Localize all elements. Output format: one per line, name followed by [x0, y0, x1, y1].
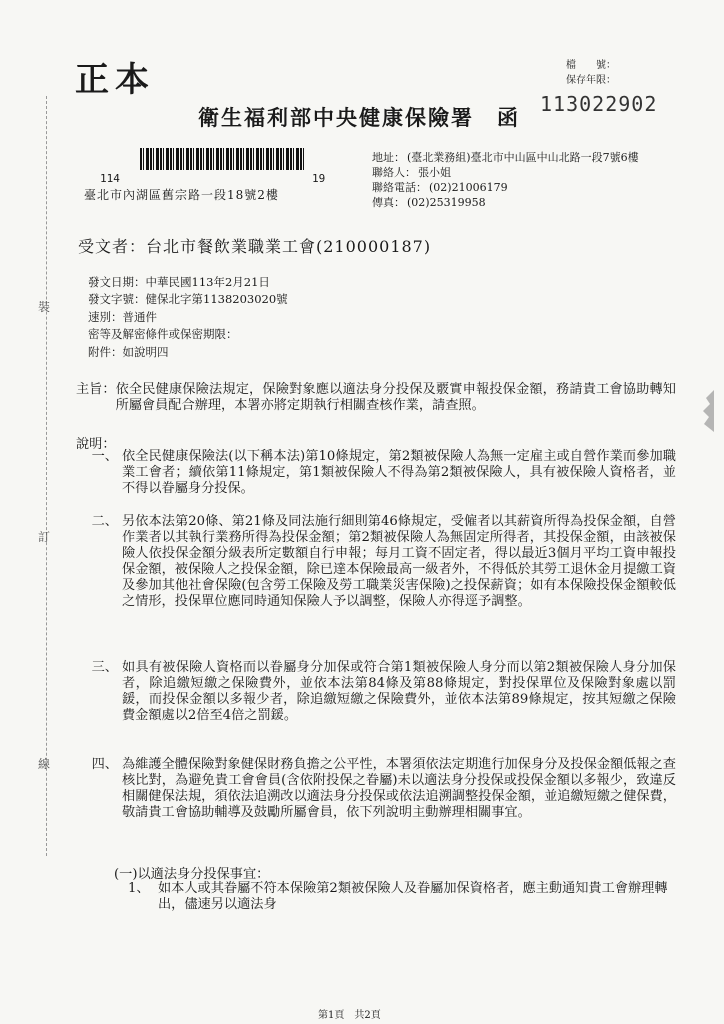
retention-label: 保存年限： — [566, 75, 616, 86]
document-reference: 發文字號：健保北字第1138203020號 — [88, 292, 288, 307]
subject-label: 主旨： — [76, 382, 116, 397]
original-copy-stamp: 正本 — [75, 60, 155, 100]
item-number: 二、 — [91, 514, 118, 529]
contact-person-value: 張小姐 — [418, 166, 451, 179]
scan-seal-fragment — [700, 390, 714, 432]
delivery-speed: 速別：普通件 — [88, 309, 157, 324]
addressee: 受文者：台北市餐飲業職業工會(210000187) — [78, 237, 432, 256]
binding-mark-3: 線 — [38, 757, 51, 771]
item-number: 三、 — [91, 660, 118, 675]
item-number: 四、 — [91, 757, 118, 772]
sub-item-1 — [128, 881, 674, 913]
contact-fax-value: (02)25319958 — [407, 196, 486, 209]
explanation-item-1 — [76, 449, 676, 497]
file-meta — [566, 58, 616, 88]
mailing-address: 臺北市內湖區舊宗路一段18號2樓 — [84, 188, 279, 202]
contact-phone-row — [372, 180, 702, 195]
file-number-label: 檔 號： — [566, 60, 616, 71]
contact-block — [372, 150, 702, 210]
contact-fax-label: 傳真： — [372, 196, 405, 209]
explanation-item-2 — [76, 514, 676, 610]
contact-phone-label: 聯絡電話： — [372, 181, 427, 194]
issue-date: 發文日期：中華民國113年2月21日 — [88, 275, 270, 289]
contact-address-value: (臺北業務組)臺北市中山區中山北路一段7號6樓 — [407, 151, 639, 164]
sub-heading: (一)以適法身分投保事宜： — [114, 867, 270, 882]
binding-mark-1: 裝 — [38, 300, 51, 314]
contact-fax-row — [372, 195, 702, 210]
explanation-item-3 — [76, 660, 676, 724]
contact-address-row — [372, 150, 702, 165]
explanation-label: 說明： — [76, 437, 116, 452]
sub-item-number: 1、 — [128, 881, 150, 896]
postal-barcode — [140, 148, 306, 170]
item-text: 依全民健康保險法(以下稱本法)第10條規定，第2類被保險人為無一定雇主或自營作業而參加職業工會者；續依第11條規定，第1類被保險人不得為第2類被保險人，具有被保險人資格者，並不得以眷屬身分投保。 — [122, 449, 676, 496]
explanation-item-4 — [76, 757, 676, 821]
subject — [76, 382, 676, 414]
document-number: 113022902 — [540, 92, 658, 116]
binding-line — [46, 96, 47, 856]
contact-person-label: 聯絡人： — [372, 166, 416, 179]
zip-code-left: 114 — [100, 172, 120, 185]
agency-title: 衛生福利部中央健康保險署 函 — [198, 105, 520, 130]
attachment: 附件：如說明四 — [88, 344, 169, 359]
binding-mark-2: 訂 — [38, 530, 51, 544]
subject-text: 依全民健康保險法規定，保險對象應以適法身分投保及覈實申報投保金額，務請貴工會協助轉知所屬會員配合辦理，本署亦將定期執行相關查核作業，請查照。 — [115, 382, 676, 413]
contact-person-row — [372, 165, 702, 180]
sub-item-text: 如本人或其眷屬不符本保險第2類被保險人及眷屬加保資格者，應主動通知貴工會辦理轉出，儘速另以適法身 — [158, 881, 668, 912]
page-number: 第1頁 共2頁 — [318, 1010, 381, 1021]
zip-code-right: 19 — [312, 172, 326, 185]
contact-address-label: 地址： — [372, 151, 405, 164]
contact-phone-value: (02)21006179 — [429, 181, 508, 194]
document-info — [88, 274, 288, 361]
item-number: 一、 — [91, 449, 118, 464]
confidentiality: 密等及解密條件或保密期限： — [88, 327, 238, 342]
item-text: 如具有被保險人資格而以眷屬身分加保或符合第1類被保險人身分而以第2類被保險人身分加保者，除追繳短繳之保險費外，並依本法第84條及第88條規定，對投保單位及保險對象處以罰鍰，而投保金額以多報少者，除追繳短繳之保險費外，並依本法第89條規定，按其短繳之保險費金額處以2倍至4倍之罰鍰。 — [122, 660, 676, 723]
item-text: 為維護全體保險對象健保財務負擔之公平性，本署須依法定期進行加保身分及投保金額低報之查核比對，為避免貴工會會員(含依附投保之眷屬)未以適法身分投保或投保金額以多報少，致違反相關健保法規，須依法追溯改以適法身分投保或依法追溯調整投保金額，並追繳短繳之健保費，敬請貴工會協助輔導及鼓勵所屬會員，依下列說明主動辦理相關事宜。 — [122, 757, 676, 820]
item-text: 另依本法第20條、第21條及同法施行細則第46條規定，受僱者以其薪資所得為投保金額，自營作業者以其執行業務所得為投保金額；第2類被保險人為無固定所得者，其投保金額，由該被保險人依投保金額分級表所定數額自行申報；每月工資不固定者，得以最近3個月平均工資申報投保金額，被保險人之投保金額，除已達本保險最高一級者外，不得低於其勞工退休金月提繳工資及參加其他社會保險(包含勞工保險及勞工職業災害保險)之投保薪資；如有本保險投保金額較低之情形，投保單位應同時通知保險人予以調整，保險人亦得逕予調整。 — [122, 514, 676, 609]
